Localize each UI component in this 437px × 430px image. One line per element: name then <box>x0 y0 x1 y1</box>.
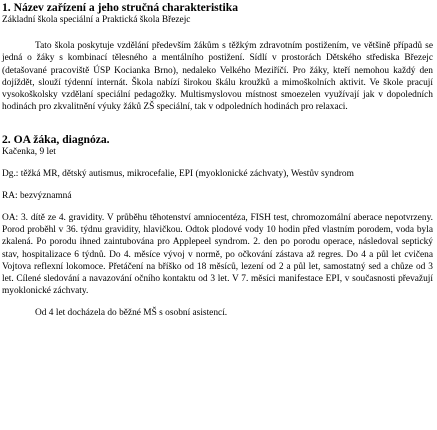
family-history: RA: bezvýznamná <box>2 190 72 201</box>
kindergarten-note: Od 4 let docházela do běžné MŠ s osobní asistencí. <box>35 308 228 319</box>
personal-history: OA: 3. dítě ze 4. gravidity. V průběhu těhotenství amniocentéza, FISH test, chromozomální aberace nepotvrzeny. Porod proběhl v 36. týdnu gravidity, hlavičkou. Odtok plodové vody 10 hodin před vlastním porodem, voda byla zkalená. Po porodu ihned zaintubována pro Applepeel syndrom. 2. den po porodu operace, následoval septický stav, hospitalizace 6 týdnů. Do 4. měsíce vývoj v normě, po očkování zástava až regres. Do 4 a půl let cvičena Vojtova reflexní lokomoce. Přetáčení na bříško od 18 měsíců, lezení od 2 a půl let, samostatný sed a chůze od 3 let. Cílené sledování a navazování očního kontaktu od 3 let. V 7. měsíci manifestace EPI, v současnosti převažují myoklonické záchvaty. <box>2 213 433 297</box>
document-page <box>0 1 437 430</box>
section-2-heading: 2. OA žáka, diagnóza. <box>2 133 110 147</box>
student-name-age: Kačenka, 9 let <box>2 147 56 158</box>
section-1-heading: 1. Název zařízení a jeho stručná charakteristika <box>2 1 239 14</box>
diagnosis: Dg.: těžká MR, dětský autismus, mikrocefalie, EPI (myoklonické záchvaty), Westův syndrom <box>2 168 354 179</box>
school-name: Základní škola speciální a Praktická škola Březejc <box>2 15 191 25</box>
school-description: Tato škola poskytuje vzdělání především žákům s těžkým zdravotním postižením, ve většině případů se jedná o žáky s kombinací tělesného a mentálního postižení. Sídlí v prostorách Dětského střediska Březejc (detašované pracoviště ÚSP Kocianka Brno), nedaleko Velkého Meziříčí. Pro žáky, kteří nemohou každý den dojíždět, slouží týdenní internát. Škola nabízí širokou škálu kroužků a mimoškolních aktivit. Ve škole pracují vysokoškolsky vzdělaní speciální pedagožky. Multismyslovou místnost smoezelen využívají jak v dopoledních hodinách pro zkvalitnění výuky žáků ZŠ speciální, tak v odpoledních hodinách pro relaxaci. <box>2 41 433 113</box>
